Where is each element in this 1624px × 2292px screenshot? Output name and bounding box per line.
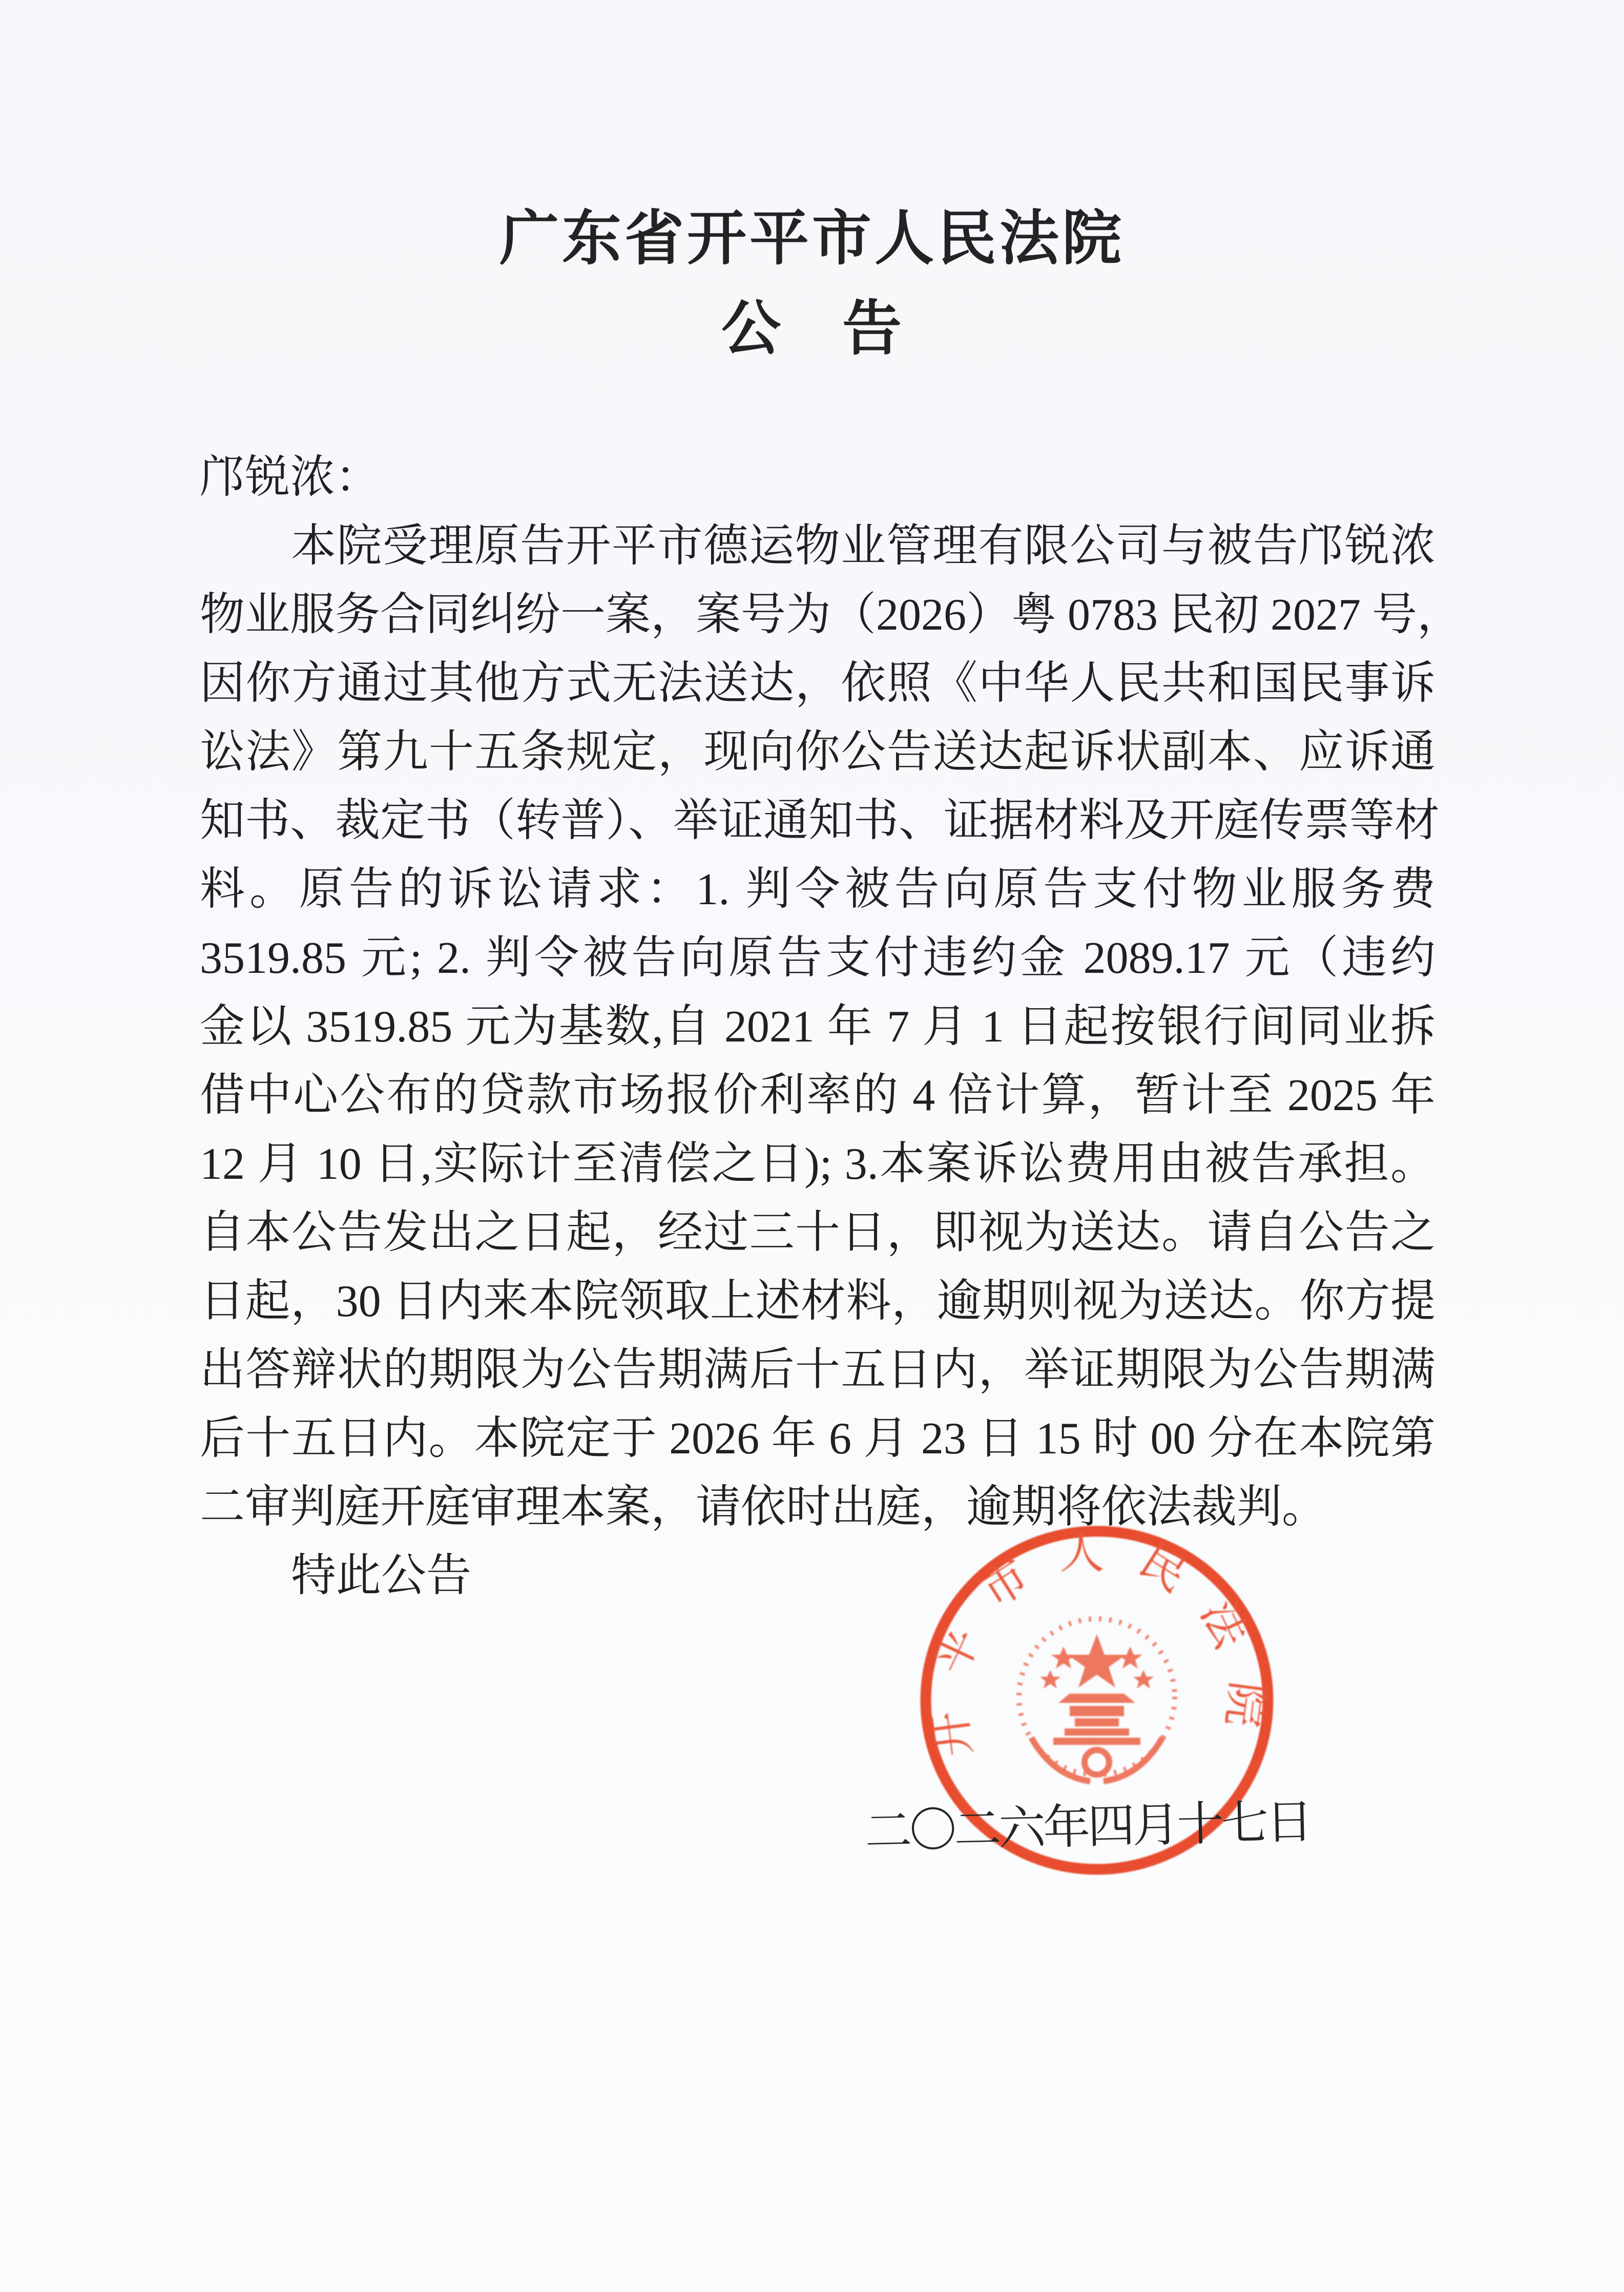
body-line: 12 月 10 日,实际计至清偿之日); 3.本案诉讼费用由被告承担。 bbox=[200, 1139, 1435, 1189]
addressee-line: 邝锐浓： bbox=[200, 453, 381, 503]
body-line: 借中心公布的贷款市场报价利率的 4 倍计算，暂计至 2025 年 bbox=[200, 1071, 1435, 1120]
body-line: 本院受理原告开平市德运物业管理有限公司与被告邝锐浓 bbox=[291, 522, 1435, 571]
body-line: 3519.85 元; 2. 判令被告向原告支付违约金 2089.17 元（违约 bbox=[200, 933, 1435, 983]
closing-line: 特此公告 bbox=[291, 1551, 472, 1601]
court-name-title: 广东省开平市人民法院 bbox=[499, 206, 1125, 272]
document-title: 公 告 bbox=[721, 297, 903, 362]
seal-arc-text: 开平市人民法院 bbox=[922, 1528, 1272, 1760]
body-line: 料。原告的诉讼请求：1. 判令被告向原告支付物业服务费 bbox=[200, 865, 1435, 914]
body-line: 二审判庭开庭审理本案，请依时出庭，逾期将依法裁判。 bbox=[200, 1483, 1327, 1532]
body-line: 因你方通过其他方式无法送达，依照《中华人民共和国民事诉 bbox=[200, 659, 1435, 709]
body-line: 自本公告发出之日起，经过三十日，即视为送达。请自公告之 bbox=[200, 1208, 1435, 1258]
body-line: 知书、裁定书（转普）、举证通知书、证据材料及开庭传票等材 bbox=[200, 796, 1440, 846]
national-emblem-icon bbox=[1019, 1619, 1175, 1781]
body-line: 日起，30 日内来本院领取上述材料，逾期则视为送达。你方提 bbox=[200, 1277, 1435, 1326]
body-line: 后十五日内。本院定于 2026 年 6 月 23 日 15 时 00 分在本院第 bbox=[200, 1414, 1435, 1464]
body-line: 物业服务合同纠纷一案，案号为（2026）粤 0783 民初 2027 号， bbox=[200, 590, 1463, 640]
body-line: 讼法》第九十五条规定，现向你公告送达起诉状副本、应诉通 bbox=[200, 727, 1435, 777]
announcement-date: 二〇二六年四月十七日 bbox=[864, 1796, 1311, 1858]
announcement-body bbox=[200, 444, 1463, 1611]
body-line: 出答辩状的期限为公告期满后十五日内，举证期限为公告期满 bbox=[200, 1345, 1435, 1395]
body-line: 金以 3519.85 元为基数,自 2021 年 7 月 1 日起按银行间同业拆 bbox=[200, 1002, 1435, 1052]
